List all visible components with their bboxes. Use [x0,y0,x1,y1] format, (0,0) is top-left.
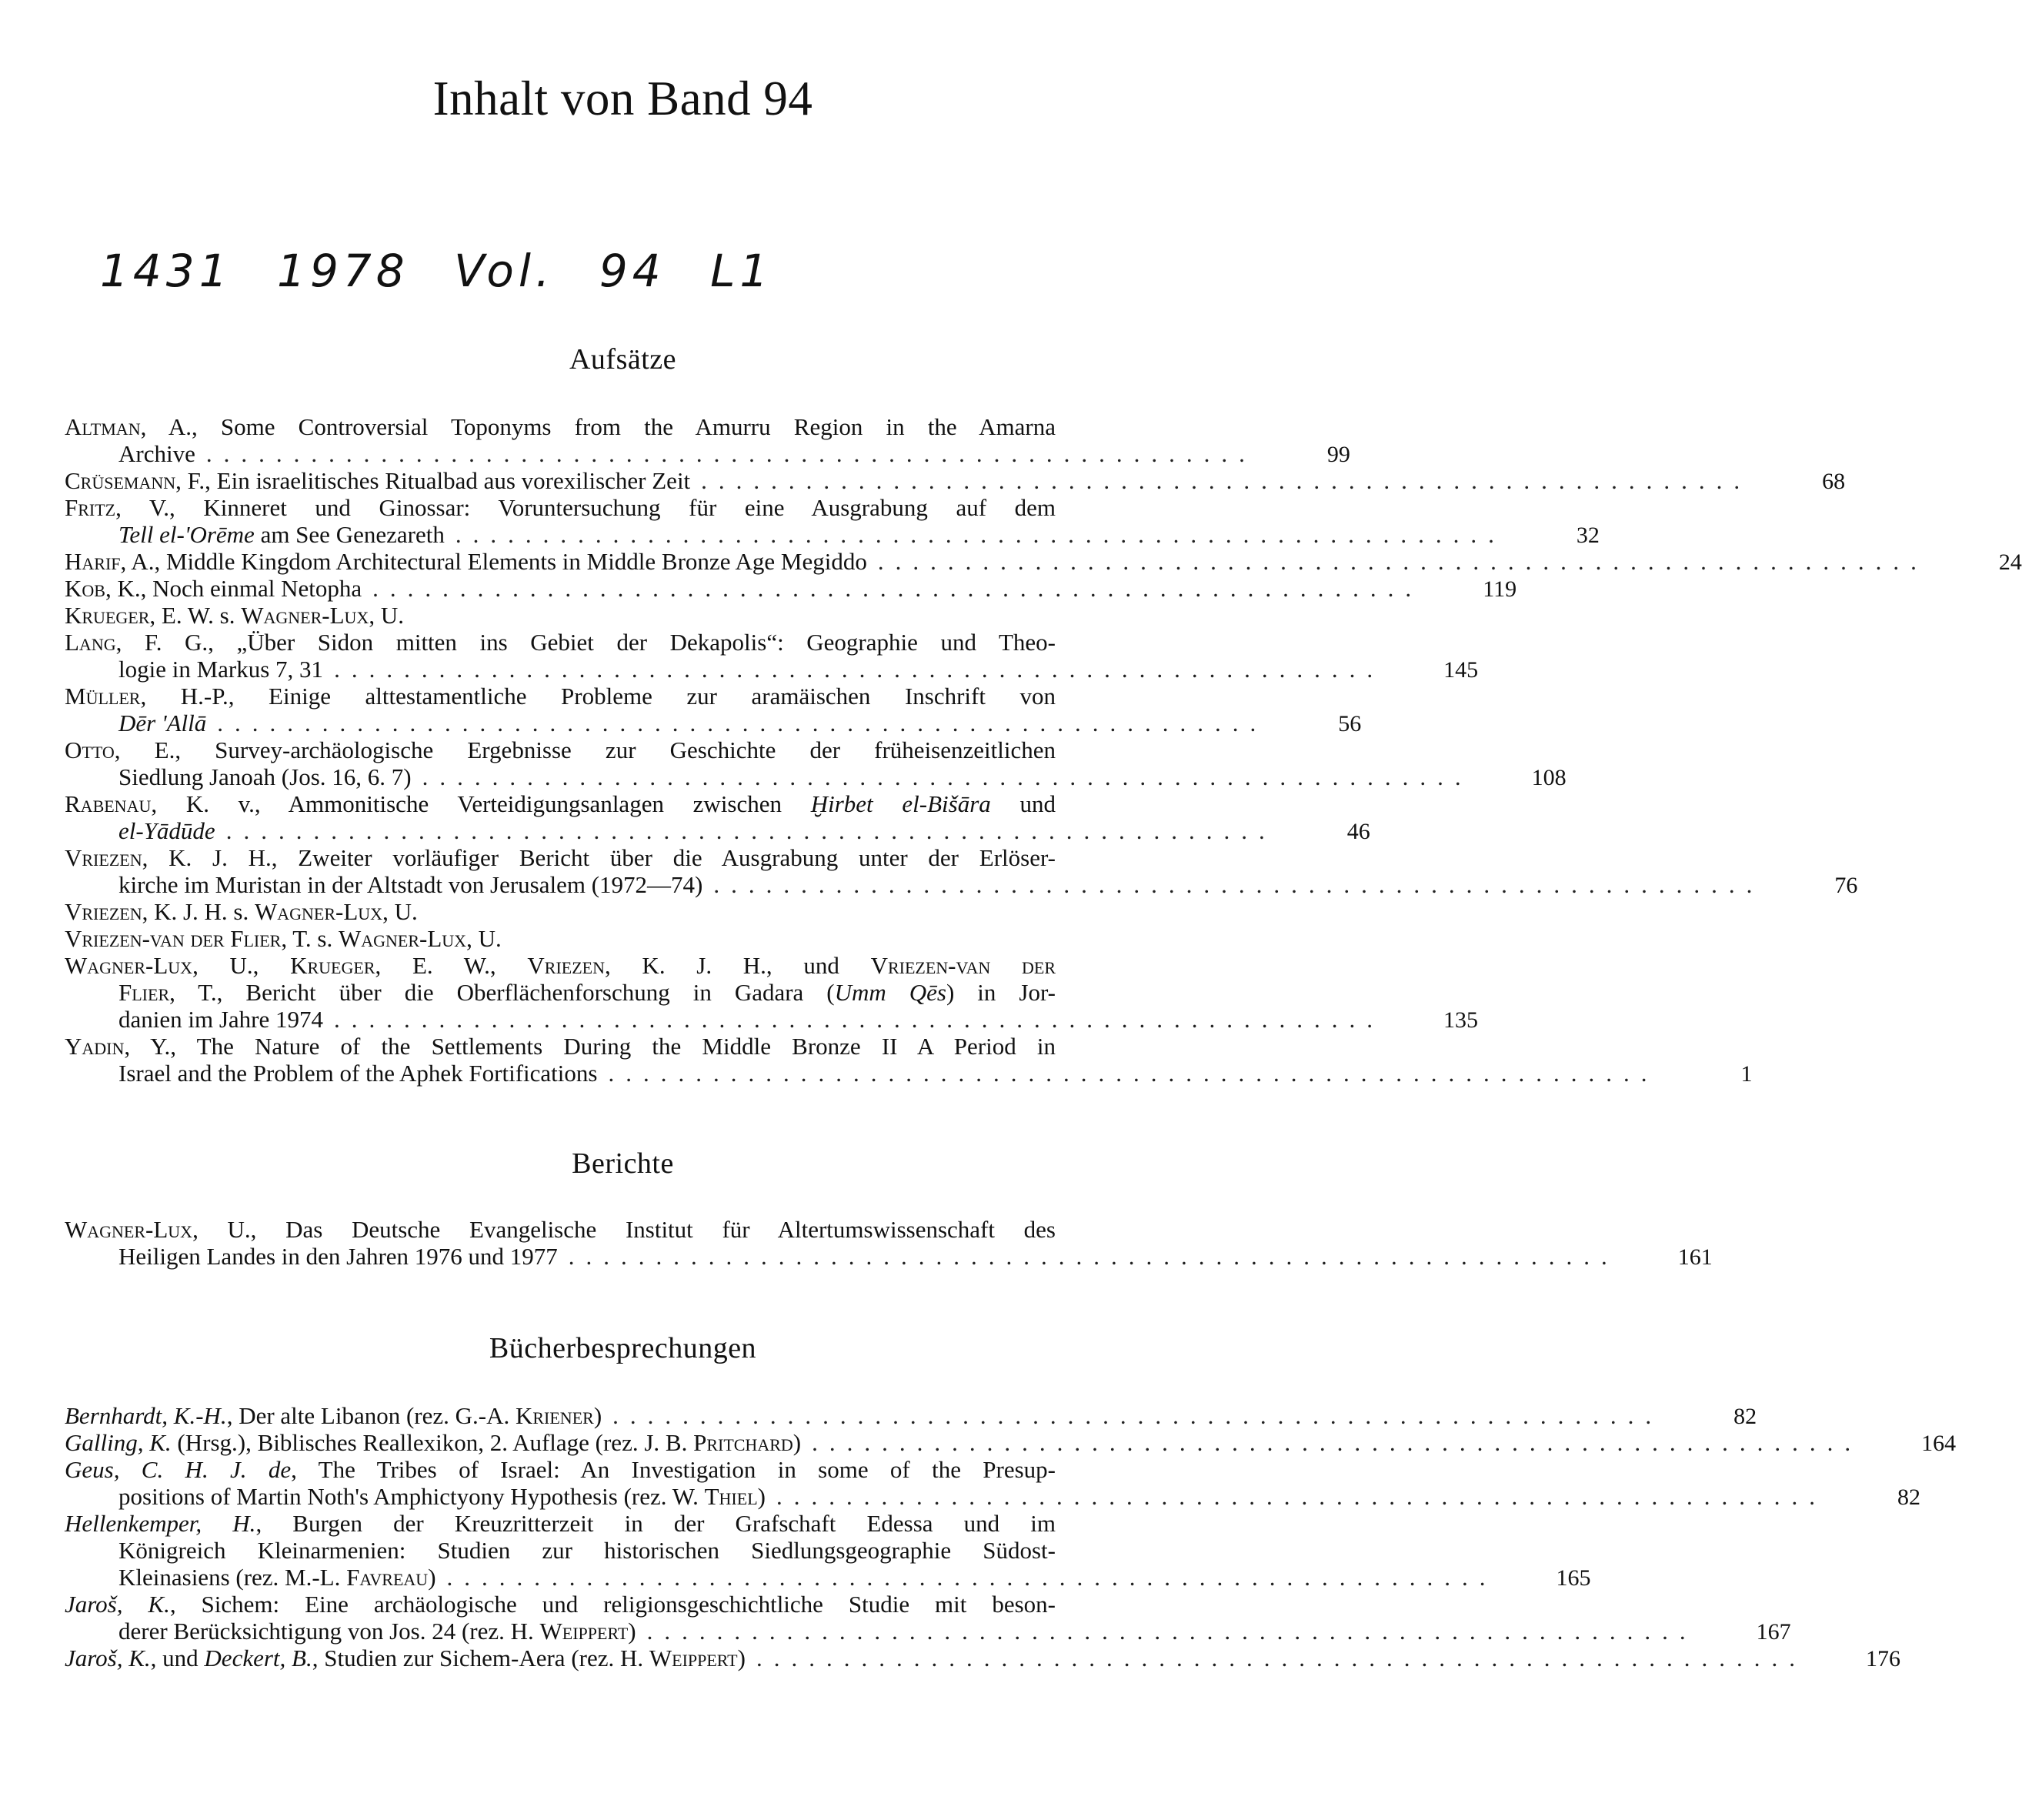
author-name: Harif [65,548,121,575]
toc-entry [65,1033,1753,1087]
entry-line [65,629,1173,656]
page-number: 46 [1346,819,1370,844]
toc-entry [65,575,1517,602]
toc-entry [65,952,1479,1033]
handwritten-note: 1431 1978 Vol. 94 L1 [100,245,773,297]
entry-text-part: , A., Some Controversial Toponyms from the Amurru Region in the Amarna [140,413,1056,440]
entry-line [65,790,1173,817]
author-name: Altman [65,413,141,440]
entry-line [65,1033,1173,1060]
dot-leader: ............................................................ [372,575,1423,602]
entry-text [65,1402,602,1429]
toc-entry [65,844,1858,898]
entry-text-part: positions of Martin Noth's Amphictyony Hypothesis (rez. W. [118,1483,705,1510]
entry-text [65,1429,801,1456]
author-name: Wagner-Lux [65,952,193,979]
entry-text-part: , E. W., [375,952,528,979]
page-number: 119 [1483,576,1517,602]
page-number: 32 [1576,523,1600,548]
dot-leader: ............................................................ [334,656,1385,683]
entry-line [65,548,2022,575]
entry-line [65,1060,1753,1087]
entry-line [65,952,1173,979]
author-name: Wagner-Lux [65,1216,193,1243]
entry-line [65,494,1173,521]
section-heading-berichte: Berichte [572,1147,674,1180]
dot-leader: ............................................................ [756,1645,1807,1671]
entry-text-part: danien im Jahre 1974 [118,1006,324,1033]
toc-entry [65,467,1846,494]
author-name: Kriener [515,1402,594,1429]
entry-text [65,1216,1056,1243]
entry-text-part: ) [757,1483,766,1510]
dot-leader: ............................................................ [225,817,1276,844]
entry-line [65,1006,1479,1033]
italic-text: Tell el-'Orēme [118,521,255,548]
author-name: Rabenau [65,790,152,817]
entry-text [65,898,418,925]
author-name: Otto [65,736,115,763]
author-name: Vriezen-van der [870,952,1056,979]
page-number: 76 [1834,873,1858,898]
page-number: 24 [1998,549,2022,575]
dot-leader: ............................................................ [776,1483,1827,1510]
author-name: Crüsemann [65,467,176,494]
toc-entry [65,1591,1791,1645]
entry-text [65,790,1056,817]
author-name: Favreau [346,1564,429,1591]
entry-line [65,683,1173,710]
dot-leader: ............................................................ [334,1006,1385,1033]
entry-text-part: , K. J. H. s. [142,898,255,925]
entry-line [65,1243,1713,1270]
entry-text [118,1564,436,1591]
page-number: 145 [1443,657,1479,683]
italic-text: Jaroš, K. [65,1645,151,1671]
section-list-berichte [65,1216,1713,1270]
entry-text-part: , Studien zur Sichem-Aera (rez. H. [312,1645,649,1671]
entry-line [65,1591,1173,1618]
entry-text [118,1618,636,1645]
entry-text-part: ) [428,1564,436,1591]
toc-entry [65,1216,1713,1270]
italic-text: Dēr 'Allā [118,710,207,736]
entry-line [65,1402,1757,1429]
italic-text: Geus, C. H. J. de [65,1456,292,1483]
toc-entry [65,1645,1900,1671]
page-number: 99 [1326,442,1350,467]
entry-text-part: ) in Jor- [946,979,1056,1006]
author-name: Thiel [704,1483,758,1510]
entry-line [65,1564,1591,1591]
dot-leader: ............................................................ [812,1429,1863,1456]
entry-text [65,548,867,575]
entry-text-part: , F., Ein israelitisches Ritualbad aus vorexilischer Zeit [175,467,691,494]
toc-entry [65,1402,1757,1429]
entry-text-part: , T., Bericht über die Oberflächenforschung in Gadara ( [169,979,835,1006]
toc-entry [65,790,1370,844]
entry-line [65,413,1173,440]
page-number: 176 [1865,1646,1900,1671]
entry-text-part: Archive [118,440,195,467]
toc-entry [65,925,1173,952]
italic-text: Hellenkemper, H. [65,1510,256,1537]
italic-text: Galling, K. [65,1429,172,1456]
entry-line [65,871,1858,898]
author-name: Fritz [65,494,116,521]
italic-text: Deckert, B. [204,1645,312,1671]
author-name: Yadin [65,1033,125,1060]
dot-leader: ............................................................ [612,1402,1663,1429]
italic-text: Umm Qēs [834,979,946,1006]
author-name: Pritchard [693,1429,793,1456]
entry-text [118,1243,558,1270]
entry-line [65,710,1362,736]
italic-text: Jaroš, K. [65,1591,170,1618]
page-number: 167 [1756,1619,1791,1645]
entry-text-part: derer Berücksichtigung von Jos. 24 (rez. H. [118,1618,540,1645]
entry-text-part: , Y., The Nature of the Settlements During the Middle Bronze II A Period in [124,1033,1056,1060]
page-title: Inhalt von Band 94 [432,72,813,125]
entry-text [65,925,502,952]
entry-line [65,736,1173,763]
author-name: Wagner-Lux [241,602,369,629]
entry-text-part: Königreich Kleinarmenien: Studien zur historischen Siedlungsgeographie Südost- [118,1537,1056,1564]
entry-text [65,467,690,494]
italic-text: Bernhardt, K.-H. [65,1402,227,1429]
entry-text-part: , U. [382,898,418,925]
entry-text [65,602,404,629]
page-number: 82 [1897,1484,1920,1510]
entry-text-part: ) [792,1429,802,1456]
entry-text-part: ) [593,1402,602,1429]
author-name: Krueger [290,952,375,979]
entry-line [65,817,1370,844]
entry-text-part: , K. J. H., Zweiter vorläufiger Bericht über die Ausgrabung unter der Erlöser- [142,844,1056,871]
entry-text [118,1483,766,1510]
entry-text [65,952,1056,979]
entry-line [65,844,1173,871]
page-number: 161 [1677,1244,1713,1270]
section-heading-aufsaetze: Aufsätze [569,343,677,376]
entry-text [65,413,1056,440]
dot-leader: ............................................................ [217,710,1268,736]
entry-text-part: , E. W. s. [149,602,242,629]
dot-leader: ............................................................ [446,1564,1497,1591]
entry-line [65,575,1517,602]
entry-text-part: , K. J. H., und [604,952,871,979]
italic-text: el-Yādūde [118,817,215,844]
entry-text-part: , H.-P., Einige alttestamentliche Probleme zur aramäischen Inschrift von [140,683,1056,710]
toc-entry [65,413,1350,467]
toc-entry [65,548,2022,575]
entry-text [118,871,702,898]
entry-text [65,1591,1056,1618]
page-number: 56 [1338,711,1362,736]
entry-text-part: , E., Survey-archäologische Ergebnisse zur Geschichte der früheisenzeitlichen [114,736,1056,763]
entry-line [65,1537,1173,1564]
section-list-aufsaetze [65,413,2022,1087]
entry-line [65,602,1173,629]
entry-line [65,521,1600,548]
entry-text [118,521,445,548]
section-list-buecherbesprechungen [65,1402,1957,1671]
entry-line [65,1510,1173,1537]
author-name: Müller [65,683,141,710]
author-name: Wagner-Lux [339,925,467,952]
entry-text-part: , U., [192,952,291,979]
entry-text-part: und [990,790,1056,817]
entry-text-part: , Burgen der Kreuzritterzeit in der Grafschaft Edessa und im [255,1510,1056,1537]
dot-leader: ............................................................ [713,871,1764,898]
page-number: 82 [1733,1404,1757,1429]
toc-entry [65,683,1362,736]
entry-line [65,763,1567,790]
page-number: 1 [1740,1061,1753,1087]
toc-entry [65,1429,1957,1456]
entry-text [118,440,195,467]
author-name: Krueger [65,602,150,629]
toc-entry [65,736,1567,790]
entry-text [65,575,362,602]
entry-text-part: , U. [369,602,404,629]
entry-text [118,1006,323,1033]
entry-text-part: , K. v., Ammonitische Verteidigungsanlagen zwischen [151,790,811,817]
dot-leader: ............................................................ [646,1618,1697,1645]
entry-text-part: Israel and the Problem of the Aphek Fortifications [118,1060,598,1087]
entry-text [65,844,1056,871]
dot-leader: ............................................................ [455,521,1506,548]
entry-text [65,736,1056,763]
entry-text [118,817,215,844]
dot-leader: ............................................................ [568,1243,1619,1270]
author-name: Weippert [649,1645,738,1671]
entry-text-part: , V., Kinneret und Ginossar: Voruntersuchung für eine Ausgrabung auf dem [115,494,1056,521]
entry-line [65,1456,1173,1483]
toc-entry [65,1456,1920,1510]
entry-text [65,1645,746,1671]
entry-text-part: , Der alte Libanon (rez. G.-A. [226,1402,516,1429]
dot-leader: ............................................................ [877,548,1928,575]
toc-entry [65,1510,1591,1591]
entry-text-part: ) [737,1645,746,1671]
entry-text [65,1510,1056,1537]
entry-text [65,494,1056,521]
entry-text [118,710,206,736]
entry-line [65,1429,1957,1456]
author-name: Kob [65,575,105,602]
entry-text-part: , U. [466,925,502,952]
author-name: Vriezen [65,898,142,925]
entry-text-part: Kleinasiens (rez. M.-L. [118,1564,347,1591]
author-name: Weippert [539,1618,629,1645]
dot-leader: ............................................................ [422,763,1473,790]
entry-text-part: , K., Noch einmal Netopha [105,575,362,602]
entry-line [65,1618,1791,1645]
page-number: 108 [1531,765,1567,790]
entry-line [65,979,1173,1006]
author-name: Vriezen [527,952,605,979]
dot-leader: ............................................................ [608,1060,1659,1087]
entry-line [65,467,1846,494]
dot-leader: ............................................................ [205,440,1256,467]
author-name: Vriezen [65,844,142,871]
entry-line [65,898,1173,925]
entry-text [118,979,1056,1006]
author-name: Flier [118,979,170,1006]
entry-text [118,1537,1056,1564]
entry-text-part: (Hrsg.), Biblisches Reallexikon, 2. Auflage (rez. J. B. [171,1429,694,1456]
toc-entry [65,494,1600,548]
entry-text-part: , Sichem: Eine archäologische und religionsgeschichtliche Studie mit beson- [169,1591,1056,1618]
entry-text-part: am See Genezareth [254,521,445,548]
entry-text [65,629,1056,656]
entry-text-part: , The Tribes of Israel: An Investigation in some of the Presup- [291,1456,1056,1483]
entry-line [65,440,1350,467]
entry-text-part: Heiligen Landes in den Jahren 1976 und 1977 [118,1243,558,1270]
entry-text-part: kirche im Muristan in der Altstadt von Jerusalem (1972—74) [118,871,703,898]
toc-entry [65,898,1173,925]
author-name: Vriezen-van der Flier [65,925,282,952]
entry-line [65,1645,1900,1671]
entry-text [118,1060,597,1087]
toc-entry [65,629,1479,683]
entry-line [65,1483,1920,1510]
section-heading-buecherbesprechungen: Bücherbesprechungen [489,1332,757,1364]
page-number: 165 [1556,1565,1591,1591]
entry-text-part: , und [150,1645,205,1671]
entry-text-part: , U., Das Deutsche Evangelische Institut für Altertumswissenschaft des [192,1216,1056,1243]
entry-text [65,1456,1056,1483]
italic-text: Ḫirbet el-Bišāra [810,790,991,817]
page-number: 135 [1443,1007,1479,1033]
entry-text [65,683,1056,710]
entry-text-part: , T. s. [281,925,339,952]
author-name: Wagner-Lux [255,898,383,925]
page-number: 164 [1921,1431,1957,1456]
entry-text-part: Siedlung Janoah (Jos. 16, 6. 7) [118,763,412,790]
entry-text [118,763,412,790]
entry-line [65,656,1479,683]
entry-text-part: ) [628,1618,636,1645]
entry-text-part: , F. G., „Über Sidon mitten ins Gebiet der Dekapolis“: Geographie und Theo- [115,629,1056,656]
entry-text [118,656,323,683]
page-number: 68 [1822,469,1846,494]
author-name: Lang [65,629,116,656]
entry-text [65,1033,1056,1060]
entry-text-part: logie in Markus 7, 31 [118,656,324,683]
toc-entry [65,602,1173,629]
dot-leader: ............................................................ [701,467,1752,494]
entry-text-part: , A., Middle Kingdom Architectural Elements in Middle Bronze Age Megiddo [120,548,867,575]
entry-line [65,925,1173,952]
entry-line [65,1216,1173,1243]
